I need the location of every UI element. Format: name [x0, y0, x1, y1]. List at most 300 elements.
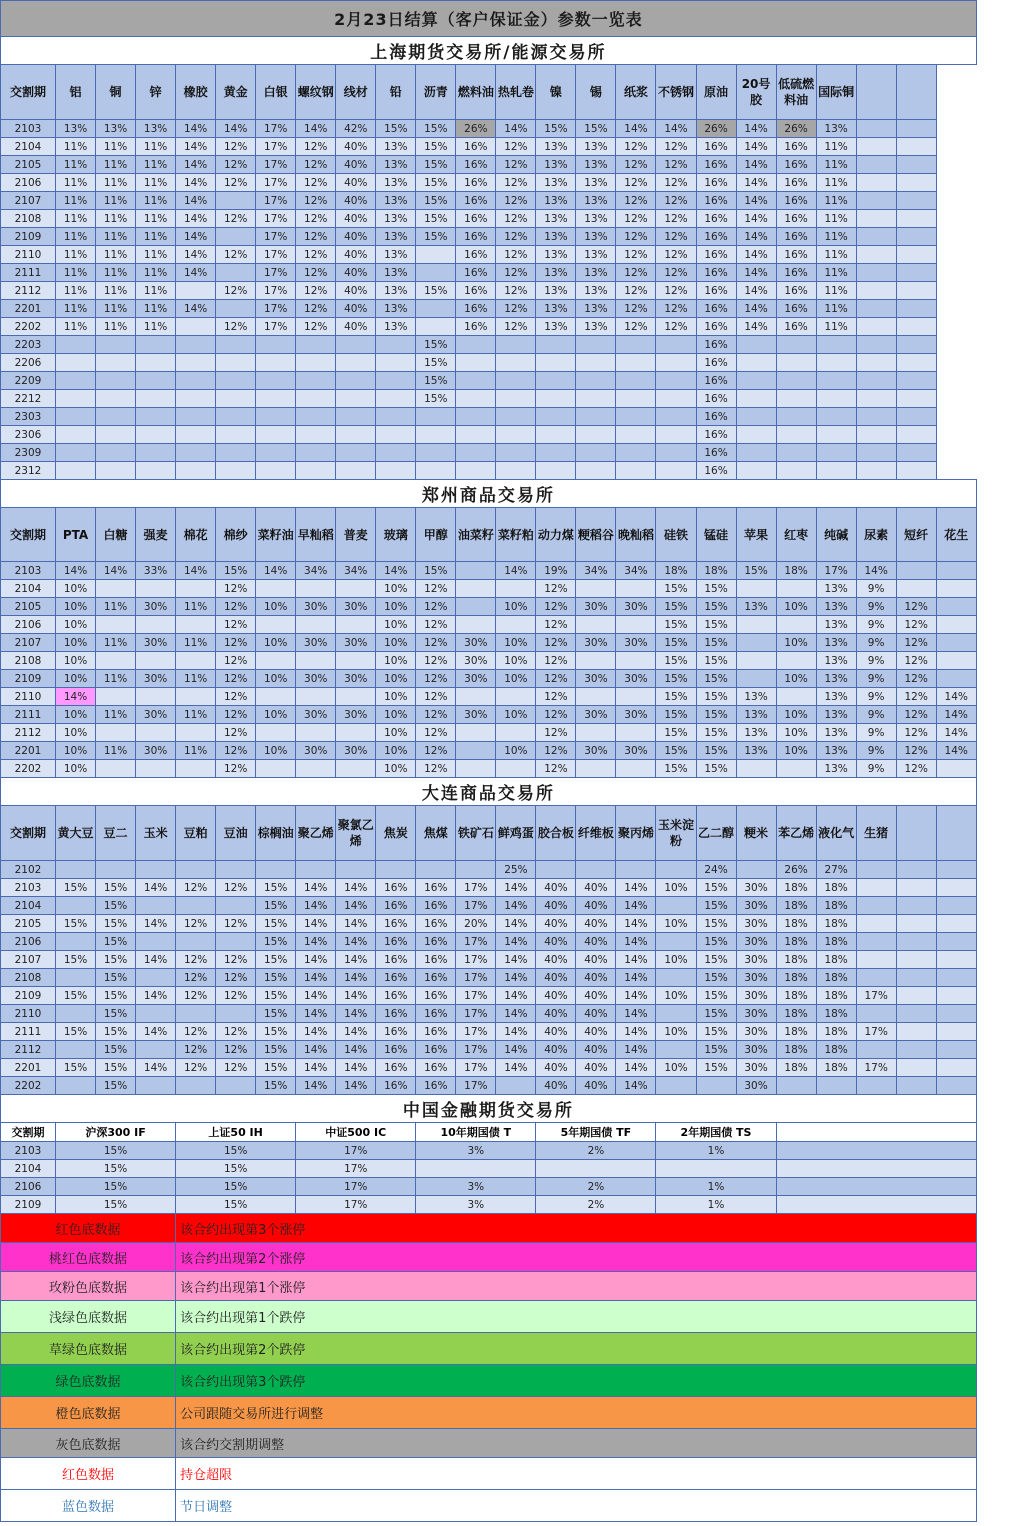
- margin-cell: 17%: [296, 1196, 416, 1214]
- margin-cell: 15%: [56, 879, 96, 897]
- column-header: 焦炭: [376, 806, 416, 861]
- margin-cell: [216, 390, 256, 408]
- margin-cell: 34%: [336, 562, 376, 580]
- margin-cell: 30%: [736, 987, 776, 1005]
- margin-cell: 12%: [496, 192, 536, 210]
- margin-cell: 14%: [496, 1041, 536, 1059]
- margin-cell: 12%: [416, 760, 456, 778]
- margin-cell: 40%: [336, 300, 376, 318]
- table-row: [1, 1196, 977, 1214]
- margin-cell: [176, 462, 216, 480]
- margin-cell: 3%: [416, 1142, 536, 1160]
- margin-cell: [416, 1160, 536, 1178]
- margin-cell: [96, 426, 136, 444]
- margin-cell: 12%: [416, 634, 456, 652]
- delivery-period: 2209: [1, 372, 56, 390]
- margin-cell: 14%: [136, 915, 176, 933]
- margin-cell: [296, 372, 336, 390]
- margin-cell: [96, 724, 136, 742]
- margin-cell: [56, 390, 96, 408]
- margin-cell: 15%: [416, 174, 456, 192]
- margin-cell: [256, 444, 296, 462]
- delivery-period: 2110: [1, 688, 56, 706]
- margin-cell: [656, 1077, 696, 1095]
- table-row: [1, 562, 977, 580]
- column-header: [896, 806, 936, 861]
- margin-cell: 15%: [416, 372, 456, 390]
- margin-cell: 12%: [896, 598, 936, 616]
- table-row: [1, 1160, 977, 1178]
- margin-cell: 10%: [776, 634, 816, 652]
- margin-cell: [856, 174, 896, 192]
- margin-cell: 16%: [776, 246, 816, 264]
- margin-cell: 14%: [176, 264, 216, 282]
- margin-cell: [256, 580, 296, 598]
- margin-cell: 15%: [656, 598, 696, 616]
- margin-cell: [376, 444, 416, 462]
- margin-cell: 11%: [96, 228, 136, 246]
- margin-cell: 12%: [216, 724, 256, 742]
- margin-cell: 18%: [776, 969, 816, 987]
- margin-cell: 14%: [336, 987, 376, 1005]
- margin-cell: [856, 192, 896, 210]
- column-header: 早籼稻: [296, 508, 336, 562]
- margin-cell: 10%: [656, 987, 696, 1005]
- margin-cell: [936, 879, 976, 897]
- margin-cell: 15%: [656, 616, 696, 634]
- margin-cell: [896, 138, 936, 156]
- delivery-period: 2201: [1, 1059, 56, 1077]
- margin-cell: 15%: [256, 1059, 296, 1077]
- margin-cell: 14%: [216, 120, 256, 138]
- margin-cell: 16%: [696, 462, 736, 480]
- margin-cell: 30%: [736, 897, 776, 915]
- margin-cell: 15%: [416, 192, 456, 210]
- margin-cell: [616, 861, 656, 879]
- margin-cell: [536, 861, 576, 879]
- margin-cell: 11%: [96, 138, 136, 156]
- margin-cell: 12%: [896, 670, 936, 688]
- legend-description: 该合约出现第2个涨停: [176, 1243, 977, 1272]
- margin-cell: [496, 444, 536, 462]
- margin-cell: 30%: [576, 742, 616, 760]
- margin-cell: 30%: [736, 1059, 776, 1077]
- margin-cell: 11%: [136, 300, 176, 318]
- margin-cell: 10%: [56, 742, 96, 760]
- table-row: [1, 462, 977, 480]
- margin-cell: [616, 408, 656, 426]
- margin-cell: 15%: [696, 598, 736, 616]
- margin-cell: 16%: [456, 174, 496, 192]
- margin-cell: [376, 861, 416, 879]
- margin-cell: 10%: [56, 760, 96, 778]
- margin-cell: [736, 760, 776, 778]
- column-header: 铝: [56, 65, 96, 120]
- margin-cell: 34%: [296, 562, 336, 580]
- margin-cell: [376, 426, 416, 444]
- margin-cell: 12%: [896, 742, 936, 760]
- margin-cell: 12%: [176, 1059, 216, 1077]
- margin-cell: [336, 426, 376, 444]
- margin-cell: [856, 1077, 896, 1095]
- margin-cell: 14%: [616, 1059, 656, 1077]
- margin-cell: 16%: [456, 156, 496, 174]
- margin-cell: 13%: [816, 120, 856, 138]
- margin-cell: 14%: [736, 120, 776, 138]
- delivery-period: 2109: [1, 1196, 56, 1214]
- margin-cell: 15%: [96, 987, 136, 1005]
- column-header: 焦煤: [416, 806, 456, 861]
- margin-cell: 12%: [656, 138, 696, 156]
- delivery-period: 2104: [1, 138, 56, 156]
- margin-cell: 13%: [376, 300, 416, 318]
- margin-cell: 15%: [256, 987, 296, 1005]
- margin-cell: 14%: [296, 1005, 336, 1023]
- margin-cell: 30%: [576, 634, 616, 652]
- table-row: [1, 634, 977, 652]
- margin-cell: 15%: [416, 120, 456, 138]
- margin-cell: 12%: [536, 724, 576, 742]
- margin-cell: 40%: [576, 1077, 616, 1095]
- margin-cell: [176, 408, 216, 426]
- margin-cell: 17%: [816, 562, 856, 580]
- margin-cell: 14%: [296, 1077, 336, 1095]
- margin-cell: 14%: [176, 174, 216, 192]
- margin-cell: [896, 174, 936, 192]
- margin-cell: 12%: [296, 246, 336, 264]
- margin-cell: 12%: [496, 138, 536, 156]
- margin-cell: 12%: [536, 670, 576, 688]
- column-header: 聚氯乙烯: [336, 806, 376, 861]
- margin-cell: 18%: [816, 1059, 856, 1077]
- table-row: [1, 300, 977, 318]
- margin-cell: 15%: [416, 354, 456, 372]
- margin-cell: [176, 336, 216, 354]
- margin-cell: 14%: [736, 264, 776, 282]
- margin-cell: 13%: [576, 192, 616, 210]
- margin-cell: [56, 861, 96, 879]
- margin-cell: 11%: [56, 210, 96, 228]
- margin-cell: [296, 390, 336, 408]
- margin-cell: 30%: [736, 969, 776, 987]
- table-row: [1, 192, 977, 210]
- margin-cell: 15%: [256, 897, 296, 915]
- margin-cell: 40%: [536, 915, 576, 933]
- margin-cell: [96, 580, 136, 598]
- delivery-period: 2104: [1, 897, 56, 915]
- margin-cell: 11%: [96, 156, 136, 174]
- margin-cell: 15%: [176, 1160, 296, 1178]
- margin-cell: 14%: [336, 1041, 376, 1059]
- margin-cell: [216, 264, 256, 282]
- margin-cell: [376, 372, 416, 390]
- margin-cell: 26%: [696, 120, 736, 138]
- margin-cell: 12%: [216, 915, 256, 933]
- margin-cell: 12%: [176, 951, 216, 969]
- margin-cell: 13%: [576, 174, 616, 192]
- margin-cell: [856, 390, 896, 408]
- delivery-period: 2104: [1, 580, 56, 598]
- margin-cell: 14%: [736, 156, 776, 174]
- margin-cell: [576, 580, 616, 598]
- column-header: 鲜鸡蛋: [496, 806, 536, 861]
- margin-cell: 12%: [216, 210, 256, 228]
- margin-cell: 14%: [616, 915, 656, 933]
- margin-cell: 40%: [336, 210, 376, 228]
- margin-cell: [896, 879, 936, 897]
- margin-cell: 15%: [176, 1178, 296, 1196]
- margin-cell: 11%: [96, 598, 136, 616]
- margin-cell: 15%: [96, 915, 136, 933]
- margin-cell: [136, 616, 176, 634]
- margin-cell: 15%: [696, 652, 736, 670]
- margin-cell: [456, 444, 496, 462]
- margin-cell: [656, 861, 696, 879]
- margin-cell: 12%: [896, 688, 936, 706]
- margin-cell: 14%: [176, 156, 216, 174]
- column-header: [776, 1123, 976, 1142]
- margin-cell: 11%: [136, 210, 176, 228]
- margin-cell: 15%: [416, 228, 456, 246]
- margin-cell: [656, 1041, 696, 1059]
- margin-cell: 30%: [736, 879, 776, 897]
- margin-cell: 14%: [736, 192, 776, 210]
- margin-cell: 34%: [616, 562, 656, 580]
- margin-cell: 12%: [216, 318, 256, 336]
- delivery-period: 2212: [1, 390, 56, 408]
- margin-cell: 15%: [656, 724, 696, 742]
- margin-cell: 30%: [296, 598, 336, 616]
- column-header: 镍: [536, 65, 576, 120]
- column-header: 豆二: [96, 806, 136, 861]
- margin-cell: 13%: [576, 228, 616, 246]
- margin-cell: 15%: [696, 1041, 736, 1059]
- delivery-period: 2201: [1, 742, 56, 760]
- margin-cell: 13%: [376, 192, 416, 210]
- margin-cell: 12%: [296, 282, 336, 300]
- margin-cell: 16%: [776, 138, 816, 156]
- margin-cell: 14%: [496, 951, 536, 969]
- margin-cell: [656, 897, 696, 915]
- exchange-name: 郑州商品交易所: [1, 480, 977, 508]
- margin-cell: 40%: [336, 282, 376, 300]
- margin-cell: 15%: [696, 760, 736, 778]
- margin-cell: [856, 1041, 896, 1059]
- column-header: 铁矿石: [456, 806, 496, 861]
- margin-cell: 12%: [896, 652, 936, 670]
- margin-cell: [136, 1005, 176, 1023]
- margin-cell: [856, 951, 896, 969]
- margin-cell: 12%: [216, 174, 256, 192]
- column-header: 乙二醇: [696, 806, 736, 861]
- margin-cell: [656, 390, 696, 408]
- column-header: 豆油: [216, 806, 256, 861]
- margin-cell: 30%: [576, 598, 616, 616]
- margin-cell: 12%: [216, 1041, 256, 1059]
- margin-cell: [56, 408, 96, 426]
- margin-cell: 12%: [416, 598, 456, 616]
- margin-cell: 13%: [736, 598, 776, 616]
- margin-cell: [56, 897, 96, 915]
- margin-cell: 30%: [336, 670, 376, 688]
- margin-cell: 15%: [576, 120, 616, 138]
- margin-cell: 11%: [96, 174, 136, 192]
- column-header: 不锈钢: [656, 65, 696, 120]
- margin-cell: [896, 426, 936, 444]
- legend-label: 玫粉色底数据: [1, 1272, 176, 1301]
- margin-cell: [136, 969, 176, 987]
- margin-cell: [136, 426, 176, 444]
- exchange-name: 上海期货交易所/能源交易所: [1, 37, 977, 65]
- margin-cell: [96, 408, 136, 426]
- margin-cell: [336, 724, 376, 742]
- margin-cell: [136, 933, 176, 951]
- margin-cell: 40%: [576, 987, 616, 1005]
- margin-cell: 14%: [736, 210, 776, 228]
- margin-cell: 14%: [496, 120, 536, 138]
- delivery-period: 2108: [1, 652, 56, 670]
- margin-cell: [536, 444, 576, 462]
- margin-cell: [576, 462, 616, 480]
- margin-cell: 14%: [616, 879, 656, 897]
- margin-cell: 18%: [776, 879, 816, 897]
- margin-cell: 12%: [656, 282, 696, 300]
- margin-cell: [136, 897, 176, 915]
- margin-cell: [736, 462, 776, 480]
- margin-cell: [56, 462, 96, 480]
- margin-cell: 10%: [656, 915, 696, 933]
- margin-cell: 14%: [336, 1059, 376, 1077]
- legend-description: 该合约出现第1个跌停: [176, 1301, 977, 1333]
- margin-cell: [576, 688, 616, 706]
- margin-cell: 11%: [176, 742, 216, 760]
- margin-cell: 12%: [656, 156, 696, 174]
- margin-cell: [936, 562, 976, 580]
- margin-cell: [896, 264, 936, 282]
- margin-cell: 16%: [376, 1023, 416, 1041]
- margin-cell: 15%: [256, 933, 296, 951]
- margin-cell: 17%: [256, 300, 296, 318]
- legend-description: 该合约出现第3个涨停: [176, 1214, 977, 1243]
- margin-cell: [936, 1059, 976, 1077]
- margin-cell: 11%: [816, 174, 856, 192]
- margin-cell: [176, 760, 216, 778]
- margin-cell: 13%: [376, 246, 416, 264]
- margin-cell: 12%: [896, 634, 936, 652]
- margin-cell: [456, 688, 496, 706]
- margin-cell: 17%: [256, 156, 296, 174]
- margin-cell: 11%: [56, 174, 96, 192]
- margin-cell: [776, 580, 816, 598]
- margin-cell: [896, 897, 936, 915]
- margin-cell: 30%: [456, 670, 496, 688]
- margin-cell: 13%: [96, 120, 136, 138]
- column-header: 棕榈油: [256, 806, 296, 861]
- margin-cell: 16%: [416, 897, 456, 915]
- margin-cell: 13%: [376, 264, 416, 282]
- margin-cell: 13%: [536, 210, 576, 228]
- margin-cell: 40%: [536, 1059, 576, 1077]
- margin-cell: 16%: [456, 210, 496, 228]
- margin-cell: [496, 462, 536, 480]
- margin-cell: [656, 933, 696, 951]
- margin-cell: 16%: [456, 192, 496, 210]
- margin-cell: [896, 228, 936, 246]
- margin-cell: [576, 372, 616, 390]
- legend-description: 公司跟随交易所进行调整: [176, 1397, 977, 1429]
- margin-cell: 12%: [656, 264, 696, 282]
- column-header: 菜籽粕: [496, 508, 536, 562]
- table-row: [1, 915, 977, 933]
- margin-cell: [856, 138, 896, 156]
- margin-cell: 12%: [296, 228, 336, 246]
- margin-cell: 14%: [336, 951, 376, 969]
- delivery-period: 2109: [1, 670, 56, 688]
- margin-cell: 30%: [456, 706, 496, 724]
- margin-cell: 18%: [816, 879, 856, 897]
- margin-cell: [936, 670, 976, 688]
- margin-cell: 12%: [416, 706, 456, 724]
- margin-cell: [616, 426, 656, 444]
- margin-cell: [56, 372, 96, 390]
- margin-cell: 16%: [696, 408, 736, 426]
- margin-cell: 17%: [256, 138, 296, 156]
- column-header: 铜: [96, 65, 136, 120]
- column-header: 豆粕: [176, 806, 216, 861]
- margin-cell: 11%: [136, 156, 176, 174]
- delivery-period: 2111: [1, 1023, 56, 1041]
- margin-cell: 12%: [176, 1041, 216, 1059]
- margin-cell: [496, 688, 536, 706]
- margin-cell: 15%: [256, 1041, 296, 1059]
- margin-cell: 12%: [216, 760, 256, 778]
- margin-cell: 16%: [776, 282, 816, 300]
- margin-cell: 10%: [776, 742, 816, 760]
- margin-cell: 14%: [496, 987, 536, 1005]
- margin-cell: [456, 616, 496, 634]
- delivery-period: 2106: [1, 1178, 56, 1196]
- margin-cell: 10%: [56, 634, 96, 652]
- margin-cell: 15%: [96, 1023, 136, 1041]
- delivery-period: 2106: [1, 933, 56, 951]
- margin-cell: [936, 861, 976, 879]
- margin-cell: [816, 336, 856, 354]
- margin-cell: [136, 688, 176, 706]
- margin-cell: [856, 120, 896, 138]
- margin-cell: 17%: [456, 969, 496, 987]
- margin-cell: 15%: [696, 897, 736, 915]
- margin-cell: 11%: [56, 156, 96, 174]
- margin-cell: 15%: [416, 562, 456, 580]
- margin-cell: [656, 1160, 776, 1178]
- margin-cell: 40%: [536, 879, 576, 897]
- margin-cell: 14%: [496, 562, 536, 580]
- margin-cell: [96, 372, 136, 390]
- margin-cell: [896, 861, 936, 879]
- delivery-period: 2111: [1, 264, 56, 282]
- margin-cell: [296, 462, 336, 480]
- margin-cell: [96, 444, 136, 462]
- margin-cell: 14%: [336, 915, 376, 933]
- margin-cell: 12%: [216, 706, 256, 724]
- column-header: 晚籼稻: [616, 508, 656, 562]
- column-header: [856, 65, 896, 120]
- legend-label: 橙色底数据: [1, 1397, 176, 1429]
- legend-description: 节日调整: [176, 1490, 977, 1522]
- margin-cell: [896, 1077, 936, 1095]
- margin-cell: [896, 372, 936, 390]
- margin-cell: 15%: [216, 562, 256, 580]
